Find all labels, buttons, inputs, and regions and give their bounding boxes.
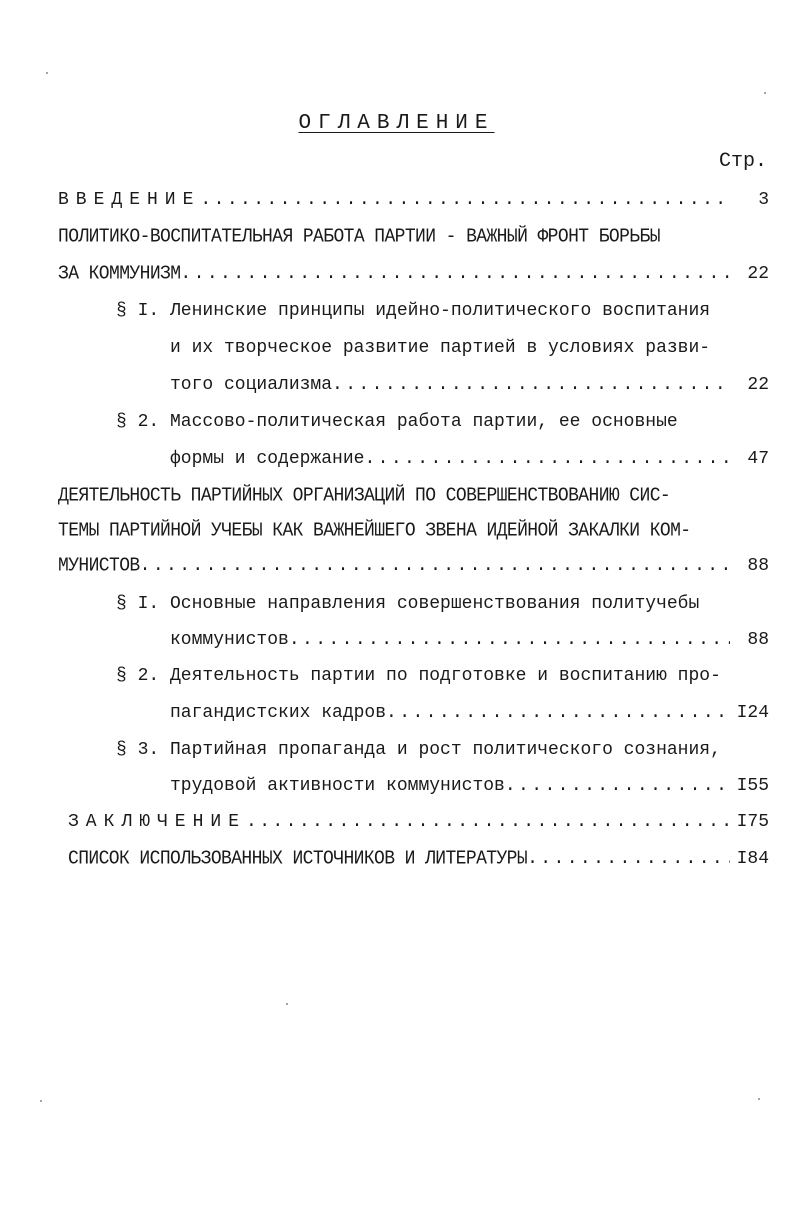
page-number: I84 xyxy=(736,849,769,869)
toc-entry-ch1-sec2[interactable] xyxy=(170,446,730,472)
entry-title: ЗА КОММУНИЗМ xyxy=(58,263,181,285)
toc-entry-conclusion[interactable] xyxy=(68,809,730,835)
entry-title: ВВЕДЕНИЕ xyxy=(58,190,201,210)
page-number: 3 xyxy=(758,190,769,210)
leader-dots xyxy=(332,372,730,398)
section-mark: § 2. xyxy=(116,666,160,686)
section-mark: § 2. xyxy=(116,412,160,432)
toc-entry-chapter-2-line-2: ТЕМЫ ПАРТИЙНОЙ УЧЕБЫ КАК ВАЖНЕЙШЕГО ЗВЕНА ИДЕЙНОЙ ЗАКАЛКИ КОМ- xyxy=(58,520,691,542)
scan-speck xyxy=(46,72,48,74)
entry-title: МУНИСТОВ xyxy=(58,555,140,577)
toc-entry-ch1-sec2-line-1: Массово-политическая работа партии, ее основные xyxy=(170,412,678,432)
toc-entry-chapter-1[interactable] xyxy=(58,261,730,287)
toc-title: ОГЛАВЛЕНИЕ xyxy=(298,112,495,135)
toc-entry-ch2-sec3-line-1: Партийная пропаганда и рост политического сознания, xyxy=(170,740,721,760)
toc-entry-ch2-sec2-line-1: Деятельность партии по подготовке и воспитанию про- xyxy=(170,666,721,686)
toc-entry-ch2-sec2[interactable] xyxy=(170,700,730,726)
page-number: 88 xyxy=(747,630,769,650)
toc-entry-chapter-1-line-1: ПОЛИТИКО-ВОСПИТАТЕЛЬНАЯ РАБОТА ПАРТИИ - ВАЖНЫЙ ФРОНТ БОРЬБЫ xyxy=(58,226,660,248)
page-number: 22 xyxy=(747,375,769,395)
entry-title: трудовой активности коммунистов xyxy=(170,776,505,796)
toc-entry-chapter-2-line-1: ДЕЯТЕЛЬНОСТЬ ПАРТИЙНЫХ ОРГАНИЗАЦИЙ ПО СОВЕРШЕНСТВОВАНИЮ СИС- xyxy=(58,485,671,507)
leader-dots xyxy=(140,553,730,579)
leader-dots xyxy=(386,700,730,726)
toc-entry-ch2-sec1-line-1: Основные направления совершенствования политучебы xyxy=(170,594,700,614)
section-mark: § I. xyxy=(116,301,160,321)
leader-dots xyxy=(200,187,730,213)
page-number: 88 xyxy=(747,556,769,576)
toc-entry-chapter-2[interactable] xyxy=(58,553,730,579)
scan-speck xyxy=(764,92,766,94)
section-mark: § I. xyxy=(116,594,160,614)
leader-dots xyxy=(180,261,730,287)
entry-title: коммунистов xyxy=(170,630,289,650)
page-number: I75 xyxy=(736,812,769,832)
entry-title: того социализма xyxy=(170,375,333,395)
toc-entry-introduction[interactable] xyxy=(58,187,730,213)
entry-title: формы и содержание xyxy=(170,449,365,469)
toc-entry-references[interactable] xyxy=(68,846,730,872)
page-number: 47 xyxy=(747,449,769,469)
leader-dots xyxy=(505,773,730,799)
page-column-header: Стр. xyxy=(718,150,767,173)
section-mark: § 3. xyxy=(116,740,160,760)
leader-dots xyxy=(364,446,730,472)
toc-entry-ch1-sec1-line-2: и их творческое развитие партией в условиях разви- xyxy=(170,338,711,358)
scan-speck xyxy=(40,1100,42,1102)
leader-dots xyxy=(289,627,730,653)
page-number: I55 xyxy=(736,776,769,796)
entry-title: пагандистских кадров xyxy=(170,703,387,723)
toc-entry-ch2-sec3[interactable] xyxy=(170,773,730,799)
scan-speck xyxy=(286,1003,288,1005)
page-number: 22 xyxy=(747,264,769,284)
leader-dots xyxy=(527,846,730,872)
page-number: I24 xyxy=(736,703,769,723)
toc-entry-ch1-sec1[interactable] xyxy=(170,372,730,398)
entry-title: ЗАКЛЮЧЕНИЕ xyxy=(68,812,247,832)
entry-title: СПИСОК ИСПОЛЬЗОВАННЫХ ИСТОЧНИКОВ И ЛИТЕРАТУРЫ xyxy=(68,848,528,870)
toc-entry-ch2-sec1[interactable] xyxy=(170,627,730,653)
scan-speck xyxy=(758,1098,760,1100)
leader-dots xyxy=(246,809,730,835)
toc-entry-ch1-sec1-line-1: Ленинские принципы идейно-политического воспитания xyxy=(170,301,711,321)
